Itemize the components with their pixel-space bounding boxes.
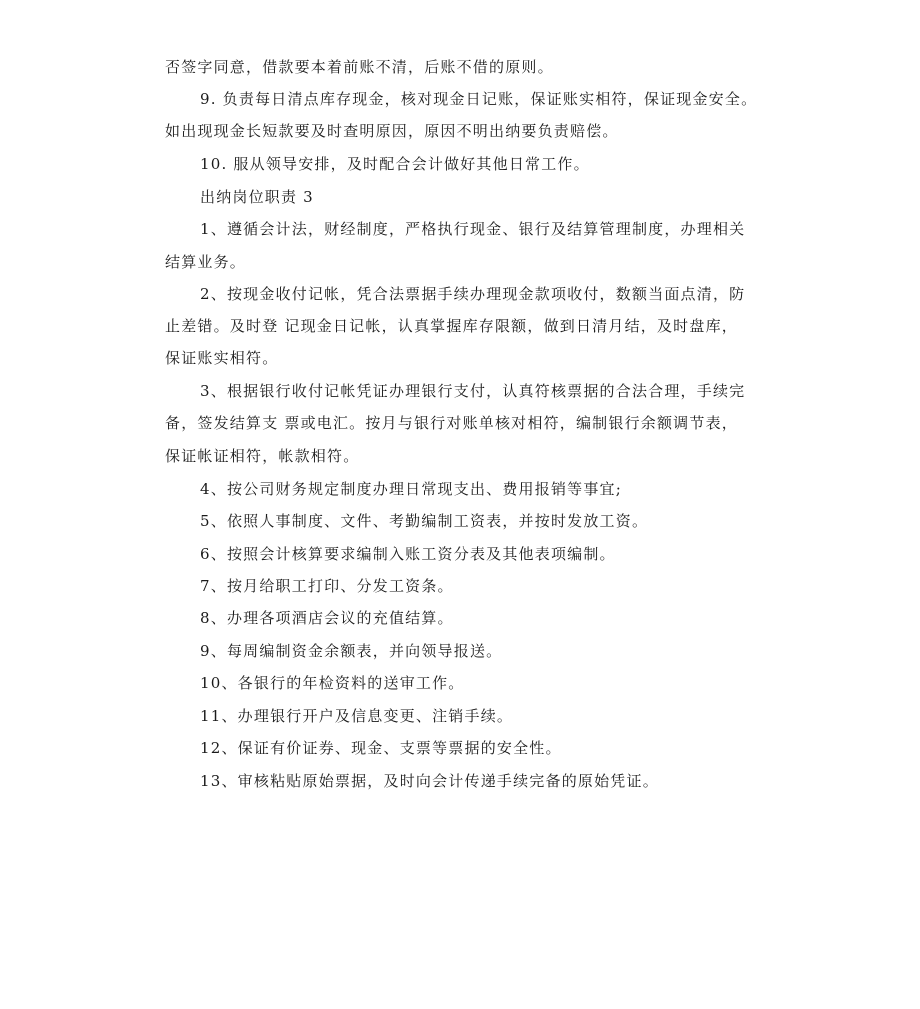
text-line: 12、保证有价证券、现金、支票等票据的安全性。 bbox=[200, 739, 562, 757]
text-line: 如出现现金长短款要及时查明原因，原因不明出纳要负责赔偿。 bbox=[165, 122, 619, 140]
text-line: 保证帐证相符，帐款相符。 bbox=[165, 447, 360, 465]
text-line: 止差错。及时登 记现金日记帐，认真掌握库存限额，做到日清月结，及时盘库， bbox=[165, 317, 738, 335]
section-heading: 出纳岗位职责 3 bbox=[200, 188, 314, 206]
text-line: 6、按照会计核算要求编制入账工资分表及其他表项编制。 bbox=[200, 545, 616, 563]
text-line: 11、办理银行开户及信息变更、注销手续。 bbox=[200, 707, 514, 725]
text-line: 13、审核粘贴原始票据，及时向会计传递手续完备的原始凭证。 bbox=[200, 772, 659, 790]
text-line: 保证账实相符。 bbox=[165, 349, 279, 367]
text-line: 4、按公司财务规定制度办理日常现支出、费用报销等事宜; bbox=[200, 480, 622, 498]
text-line: 备，签发结算支 票或电汇。按月与银行对账单核对相符，编制银行余额调节表， bbox=[165, 414, 738, 432]
text-line: 8、办理各项酒店会议的充值结算。 bbox=[200, 609, 454, 627]
text-line: 9、每周编制资金余额表，并向领导报送。 bbox=[200, 642, 503, 660]
text-line: 3、根据银行收付记帐凭证办理银行支付，认真符核票据的合法合理，手续完 bbox=[200, 382, 746, 400]
text-line: 5、依照人事制度、文件、考勤编制工资表，并按时发放工资。 bbox=[200, 512, 649, 530]
text-line: 10. 服从领导安排，及时配合会计做好其他日常工作。 bbox=[200, 155, 590, 173]
text-line: 10、各银行的年检资料的送审工作。 bbox=[200, 674, 465, 692]
text-line: 9. 负责每日清点库存现金，核对现金日记账，保证账实相符，保证现金安全。 bbox=[200, 90, 758, 108]
text-line: 1、遵循会计法，财经制度，严格执行现金、银行及结算管理制度，办理相关 bbox=[200, 220, 746, 238]
text-line: 7、按月给职工打印、分发工资条。 bbox=[200, 577, 454, 595]
text-line: 2、按现金收付记帐，凭合法票据手续办理现金款项收付，数额当面点清，防 bbox=[200, 285, 746, 303]
text-line: 结算业务。 bbox=[165, 253, 247, 271]
text-line: 否签字同意，借款要本着前账不清，后账不借的原则。 bbox=[165, 58, 554, 76]
